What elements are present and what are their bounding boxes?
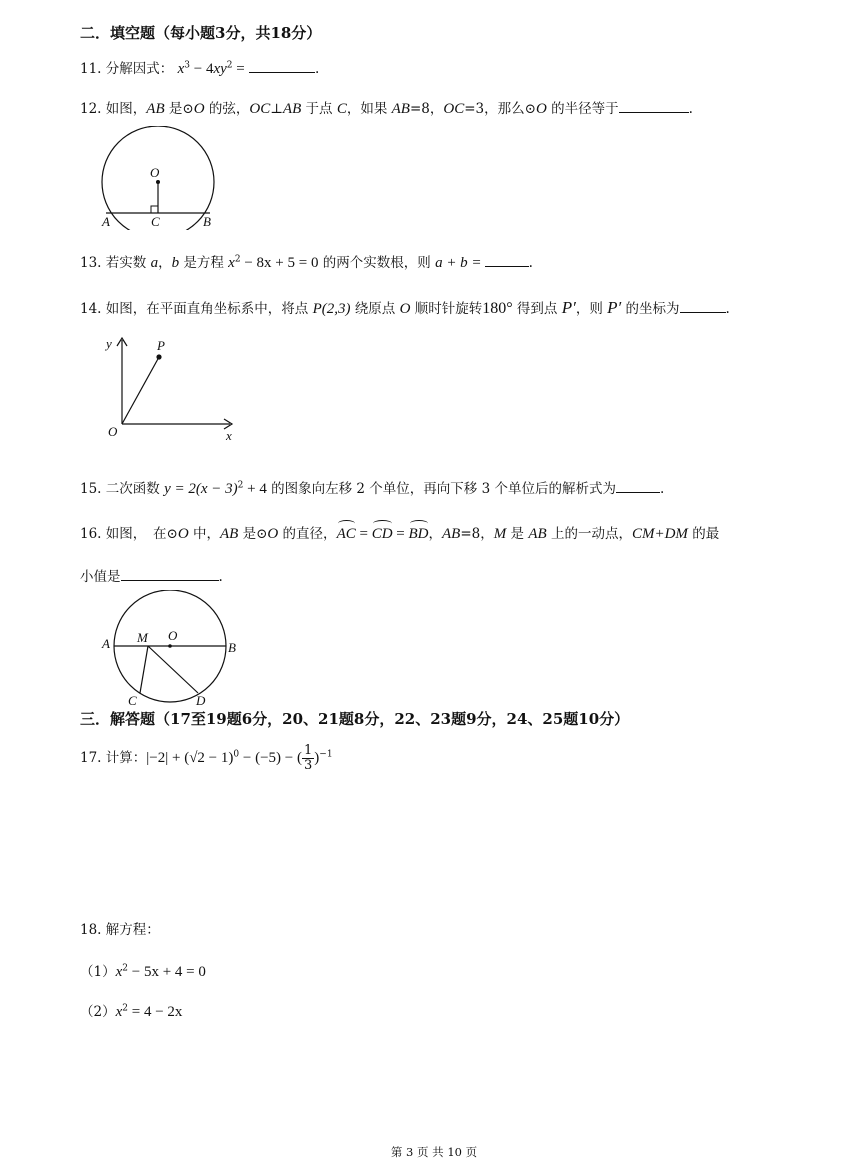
math-term: − 8x + 5 = 0 xyxy=(240,255,319,271)
question-18-part-1 xyxy=(80,962,206,982)
fraction-denominator: 3 xyxy=(304,758,313,773)
question-15 xyxy=(80,478,664,499)
math-term: xy xyxy=(213,61,227,77)
label-x: x xyxy=(226,428,232,443)
exponent: 2 xyxy=(122,1003,128,1014)
question-12 xyxy=(80,98,693,119)
math-term: x xyxy=(177,61,185,77)
section-2-heading: 二．填空题（每小题3分，共18分） xyxy=(80,24,322,42)
section-3-heading: 三．解答题（17至19题6分，20、21题8分，22、23题9分，24、25题10分） xyxy=(80,710,630,728)
answer-blank[interactable] xyxy=(121,566,219,581)
period: . xyxy=(218,569,223,585)
sub-label: （2） xyxy=(80,1004,116,1020)
question-11 xyxy=(80,58,319,79)
question-number: 15. xyxy=(80,481,102,497)
answer-blank[interactable] xyxy=(249,58,315,73)
text: 的弦， xyxy=(204,101,250,117)
exponent: −1 xyxy=(319,749,333,760)
period: . xyxy=(688,101,693,117)
text: 顺时针旋转 xyxy=(410,301,483,317)
label-b: B xyxy=(228,640,236,655)
text: ， xyxy=(158,255,172,271)
text: 小值是 xyxy=(80,569,121,585)
math-term: + 4 xyxy=(243,481,267,497)
right-angle-mark xyxy=(151,206,158,213)
segment-cm xyxy=(140,646,148,693)
label-p: P xyxy=(157,338,165,353)
question-18-part-2 xyxy=(80,1002,182,1022)
exponent: 2 xyxy=(226,60,233,71)
math-term: O xyxy=(267,526,279,542)
math-term: x xyxy=(228,255,235,271)
answer-blank[interactable] xyxy=(616,478,660,493)
math-term: AB xyxy=(219,526,239,542)
segment-dm xyxy=(148,646,198,693)
question-number: 17. xyxy=(80,750,102,766)
fraction-one-third xyxy=(302,744,314,773)
math-term: y = 2(x − 3) xyxy=(164,481,238,497)
sub-label: （1） xyxy=(80,964,116,980)
math-term: P′ xyxy=(561,298,576,317)
question-number: 16. xyxy=(80,526,102,542)
perp-symbol: ⊥ xyxy=(270,101,283,117)
math-term: CM+DM xyxy=(631,526,688,542)
answer-blank[interactable] xyxy=(619,98,689,113)
page-footer: 第 3 页 共 10 页 xyxy=(390,1145,478,1159)
period: . xyxy=(528,255,533,271)
period: . xyxy=(315,61,320,77)
arc-cd: CD xyxy=(371,526,393,542)
question-number: 11. xyxy=(80,61,102,77)
period: . xyxy=(659,481,665,497)
math-term: = xyxy=(232,61,245,77)
math-term: P′ xyxy=(607,298,622,317)
label-d: D xyxy=(196,693,206,708)
exponent: 3 xyxy=(184,60,190,71)
exponent: 0 xyxy=(233,749,240,760)
exponent: 2 xyxy=(234,254,241,265)
math-term: O xyxy=(193,101,205,117)
question-text: 分解因式： xyxy=(105,61,174,77)
text: 的图象向左移 2 个单位，再向下移 3 个单位后的解析式为 xyxy=(266,481,616,497)
figure-coordinate-plane xyxy=(100,332,246,444)
text: 是⊙ xyxy=(164,101,194,117)
label-b: B xyxy=(203,214,211,229)
math-term: b xyxy=(171,255,180,271)
math-term: AB xyxy=(528,526,547,542)
question-17 xyxy=(80,744,333,773)
math-term: = 4 − 2x xyxy=(128,1004,183,1020)
text: 的两个实数根，则 xyxy=(318,255,436,271)
text: 的坐标为 xyxy=(621,301,680,317)
text: 上的一动点， xyxy=(546,526,632,542)
fraction-numerator: 1 xyxy=(304,743,313,758)
math-term: ) xyxy=(314,750,320,766)
question-18 xyxy=(80,920,160,940)
question-number: 12. xyxy=(80,101,102,117)
math-term: O xyxy=(399,301,411,317)
math-term: C xyxy=(336,101,347,117)
equals: = xyxy=(392,526,409,542)
question-16 xyxy=(80,524,719,544)
period: . xyxy=(725,301,730,317)
label-c: C xyxy=(151,214,160,229)
math-term: OC xyxy=(443,101,465,117)
text: 于点 xyxy=(301,101,337,117)
text: 如图， xyxy=(105,101,147,117)
text: ，如果 xyxy=(346,101,392,117)
text: =3，那么⊙ xyxy=(464,101,536,117)
text: ， xyxy=(428,526,443,542)
label-c: C xyxy=(128,693,137,708)
question-16-line-2 xyxy=(80,566,223,587)
question-13 xyxy=(80,252,533,273)
text: 的最 xyxy=(687,526,720,542)
question-number: 14. xyxy=(80,301,102,317)
text: 是 xyxy=(506,526,529,542)
math-term: AB xyxy=(442,526,461,542)
text: 若实数 xyxy=(105,255,151,271)
text: 计算： xyxy=(105,750,147,766)
label-a: A xyxy=(102,636,110,651)
label-m: M xyxy=(137,630,148,645)
equals: = xyxy=(355,526,372,542)
text: 如图，在平面直角坐标系中，将点 xyxy=(105,301,313,317)
text: 的直径， xyxy=(278,526,337,542)
arc-bd: BD xyxy=(408,526,429,542)
math-term: − (−5) − ( xyxy=(239,750,302,766)
question-number: 18. xyxy=(80,922,102,938)
math-term: M xyxy=(493,526,507,542)
math-term: AB xyxy=(282,101,302,117)
label-y: y xyxy=(106,336,112,351)
text: 是⊙ xyxy=(238,526,268,542)
math-term: a xyxy=(150,255,159,271)
math-term: P(2,3) xyxy=(312,301,351,317)
text: 的半径等于 xyxy=(546,101,619,117)
math-term: O xyxy=(177,526,189,542)
math-term: x xyxy=(115,964,123,980)
text: 是方程 xyxy=(179,255,229,271)
text: 得到点 xyxy=(512,301,562,317)
math-term: − 5x + 4 = 0 xyxy=(128,964,206,980)
math-term: 180° xyxy=(482,300,513,317)
segment-op xyxy=(122,357,159,424)
text: 绕原点 xyxy=(350,301,400,317)
text: ，则 xyxy=(575,301,608,317)
math-term: − 4 xyxy=(189,61,214,77)
answer-blank[interactable] xyxy=(680,298,726,313)
figure-circle-chord xyxy=(96,126,226,230)
text: =8， xyxy=(409,101,444,117)
text: =8， xyxy=(460,526,494,542)
math-term: AB xyxy=(146,101,165,117)
question-14 xyxy=(80,298,730,319)
label-o: O xyxy=(168,628,178,643)
label-o: O xyxy=(150,165,160,180)
text: 二次函数 xyxy=(105,481,165,497)
exponent: 2 xyxy=(237,480,244,491)
text: 如图， 在⊙ xyxy=(105,526,178,542)
point-p xyxy=(156,354,161,359)
question-number: 13. xyxy=(80,255,102,271)
math-term: AB xyxy=(391,101,410,117)
math-term: |−2| + (√2 − 1) xyxy=(146,750,234,766)
math-term: x xyxy=(115,1004,123,1020)
label-o: O xyxy=(108,424,118,439)
figure-circle-diameter xyxy=(98,590,246,708)
math-term: a + b = xyxy=(435,255,482,271)
text: 中， xyxy=(188,526,220,542)
center-point xyxy=(156,180,160,184)
center-point xyxy=(168,644,172,648)
text: 解方程： xyxy=(105,922,160,938)
exponent: 2 xyxy=(122,963,128,974)
label-a: A xyxy=(102,214,110,229)
math-term: OC xyxy=(249,101,271,117)
arc-ac: AC xyxy=(336,526,356,542)
math-term: O xyxy=(535,101,547,117)
answer-blank[interactable] xyxy=(485,252,529,267)
